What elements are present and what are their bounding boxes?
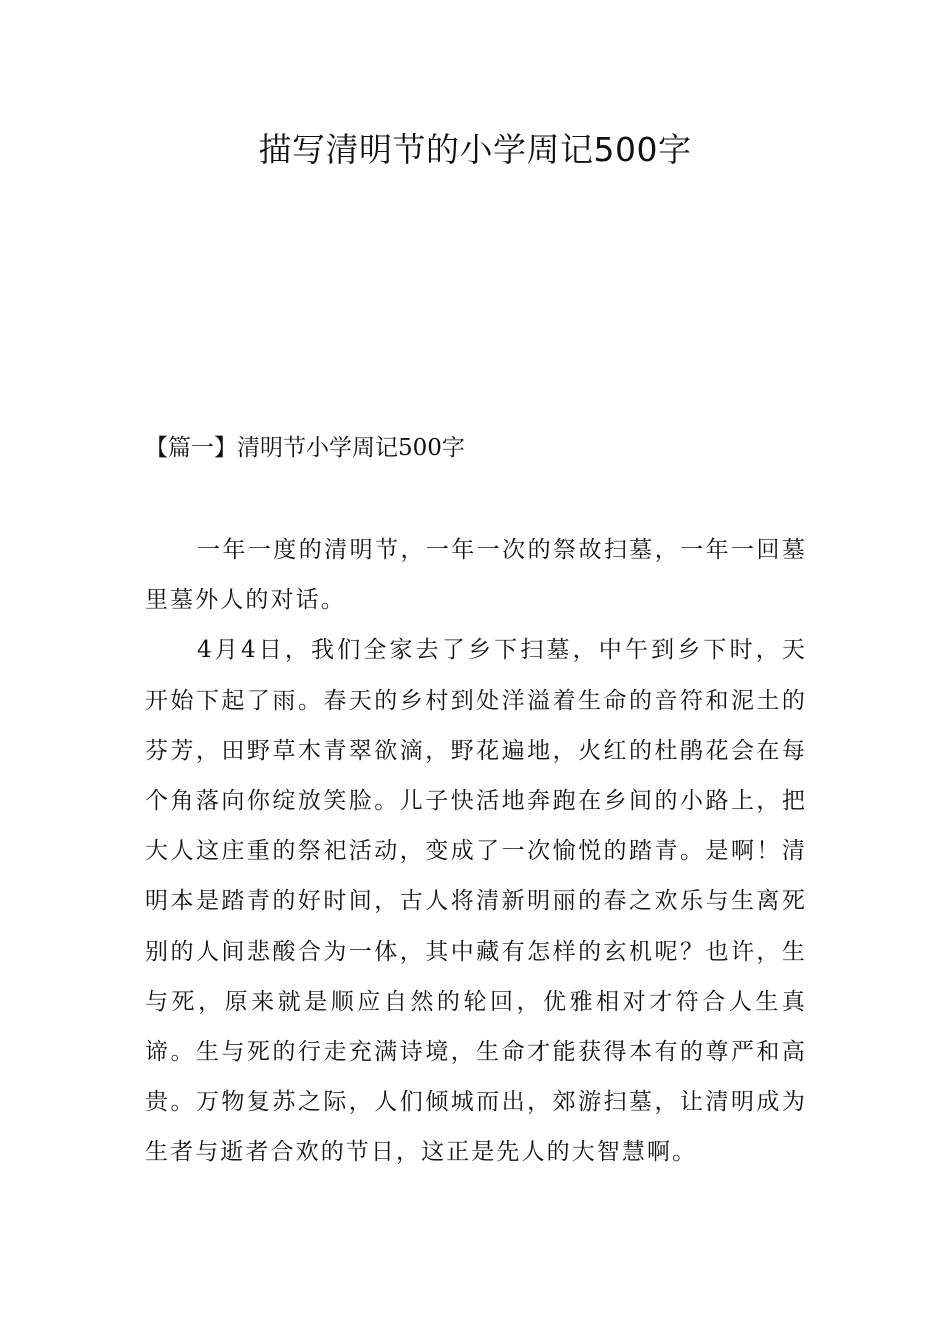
- section-heading: 【篇一】清明节小学周记500字: [145, 435, 465, 461]
- paragraph: 一年一度的清明节，一年一次的祭故扫墓，一年一回墓里墓外人的对话。: [145, 537, 807, 614]
- paragraph: 4月4日，我们全家去了乡下扫墓，中午到乡下时，天开始下起了雨。春天的乡村到处洋溢着生命的音符和泥土的芬芳，田野草木青翠欲滴，野花遍地，火红的杜鹃花会在每个角落向你绽放笑脸。儿子快活地奔跑在乡间的小路上，把大人这庄重的祭祀活动，变成了一次愉悦的踏青。是啊！清明本是踏青的好时间，古人将清新明丽的春之欢乐与生离死别的人间悲酸合为一体，其中藏有怎样的玄机呢？也许，生与死，原来就是顺应自然的轮回，优雅相对才符合人生真谛。生与死的行走充满诗境，生命才能获得本有的尊严和高贵。万物复苏之际，人们倾城而出，郊游扫墓，让清明成为生者与逝者合欢的节日，这正是先人的大智慧啊。: [145, 637, 807, 1166]
- body-text: [145, 525, 807, 1178]
- document-title: 描写清明节的小学周记500字: [258, 130, 692, 169]
